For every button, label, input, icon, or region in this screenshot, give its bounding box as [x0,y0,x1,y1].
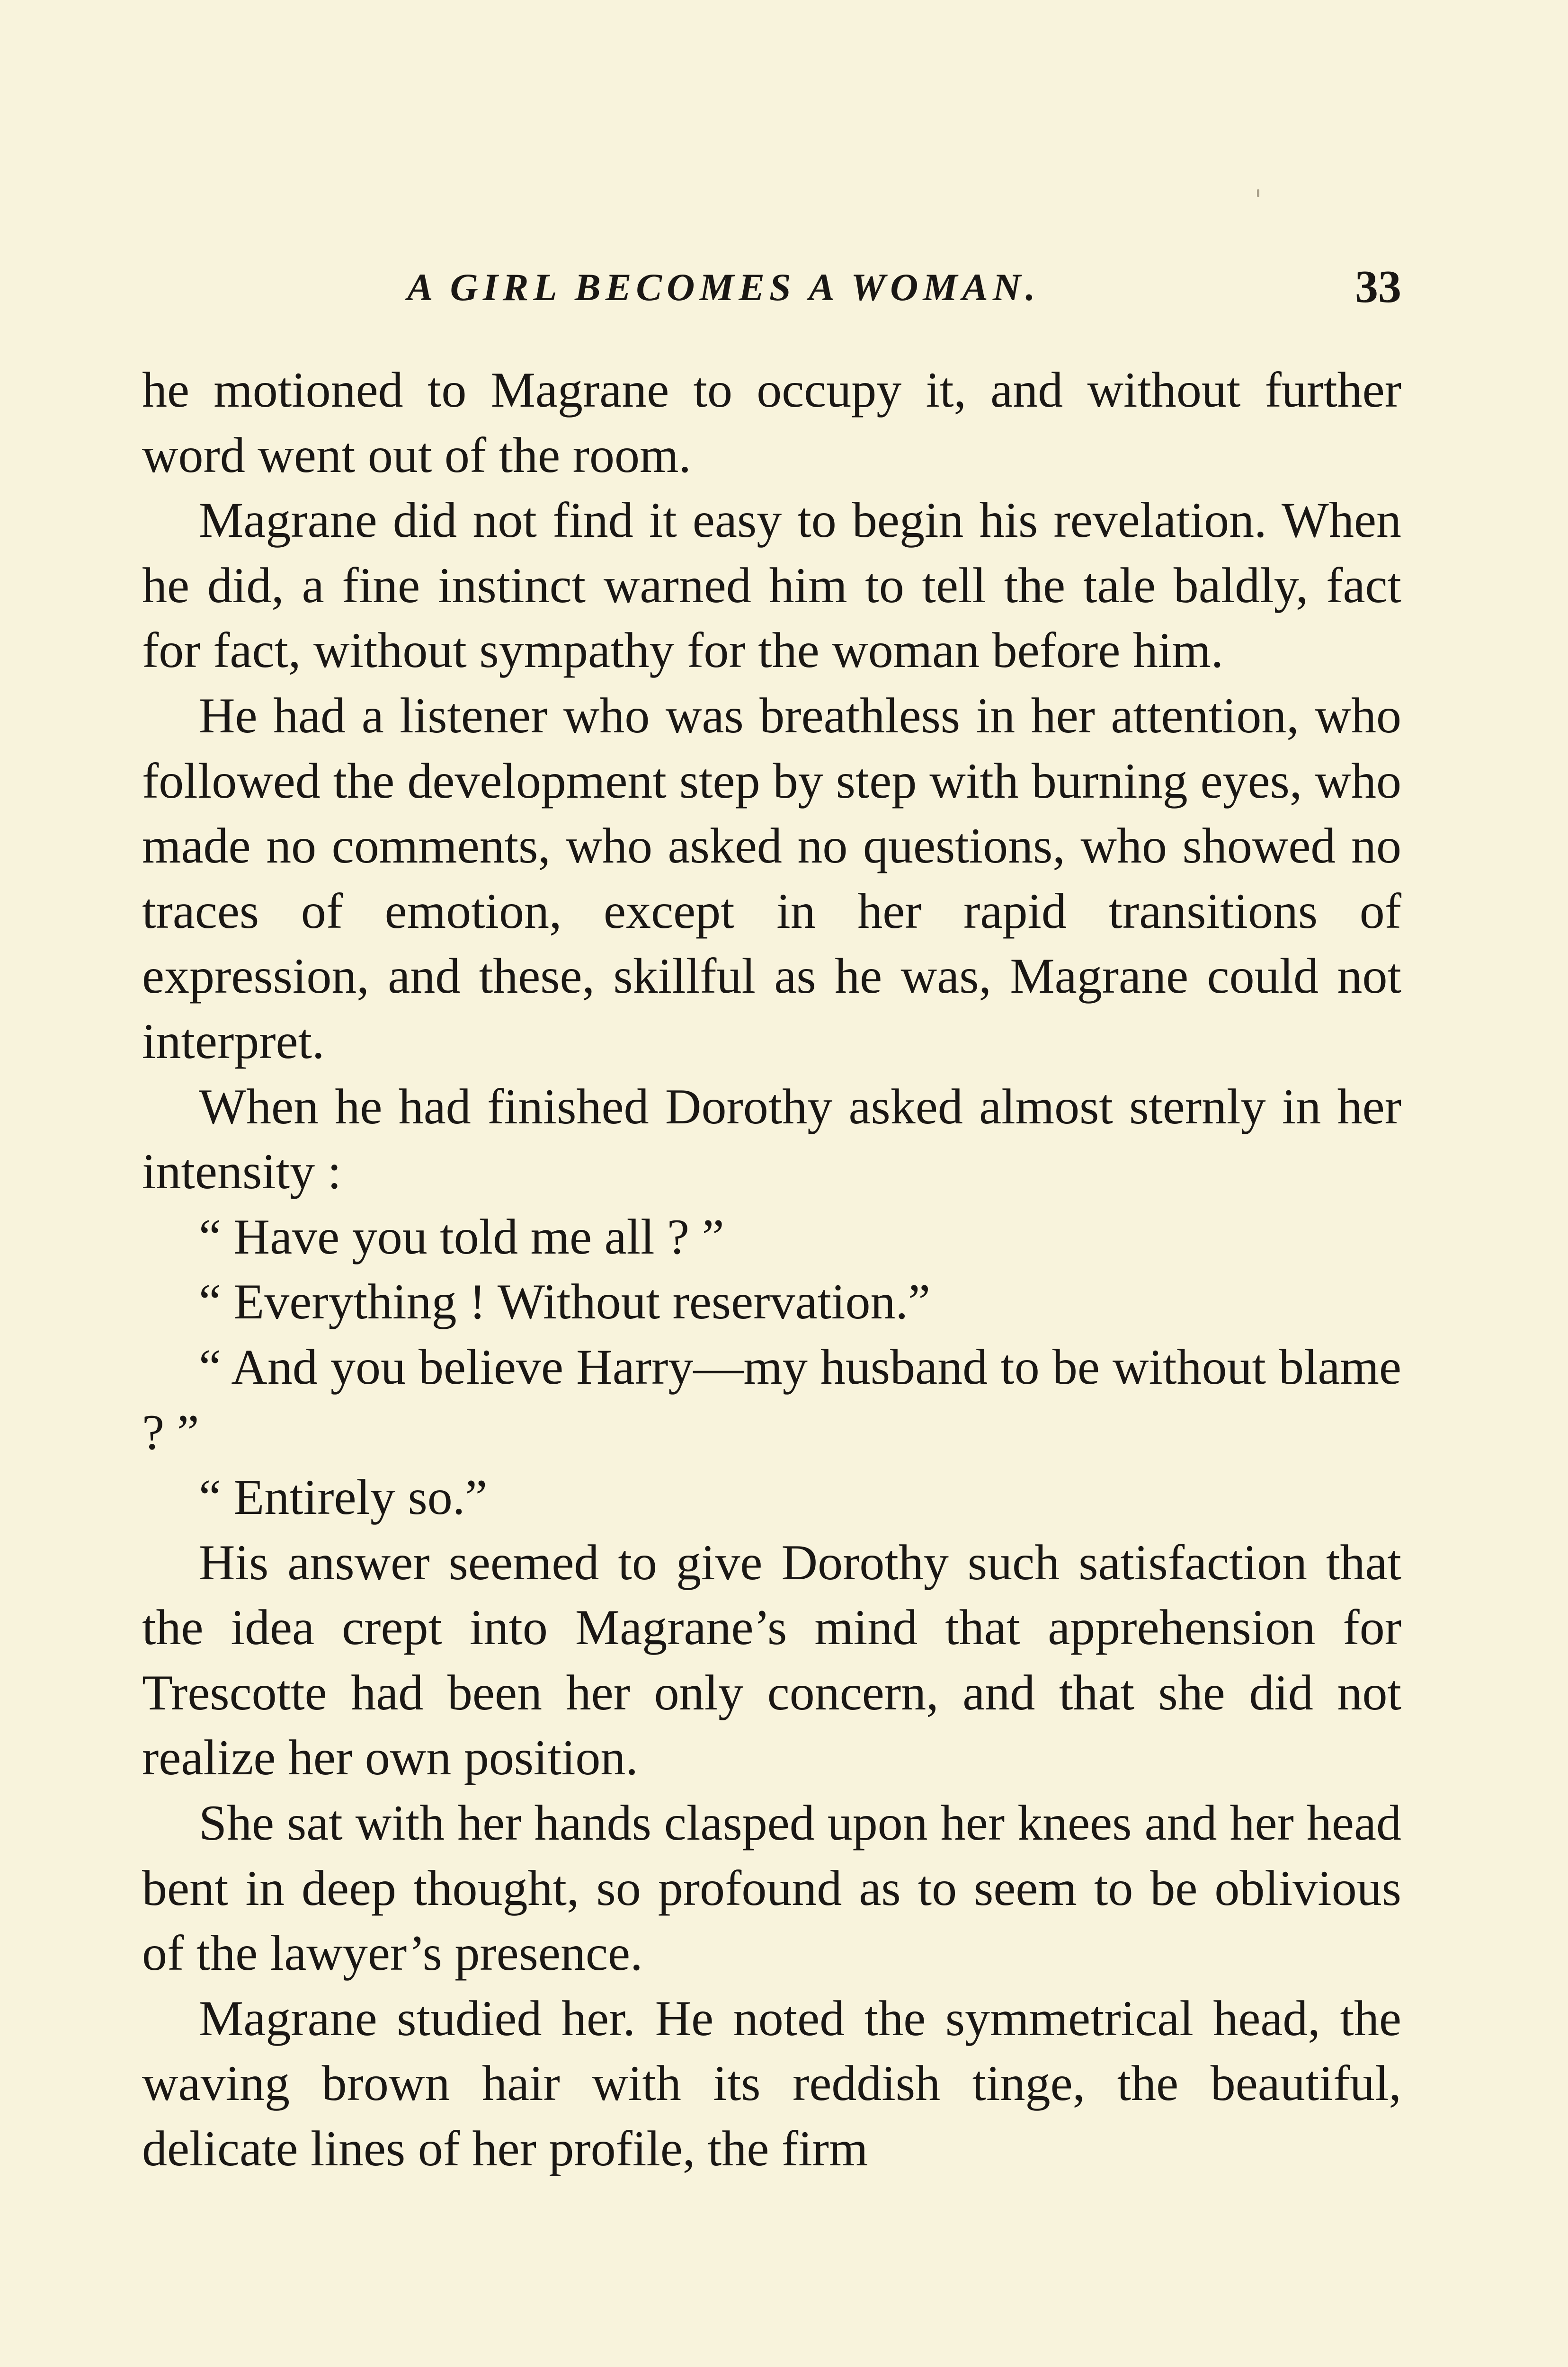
paragraph: His answer seemed to give Dorothy such satisfaction that the idea crept into Magrane’s mind that apprehension for Trescotte had been her only concern, and that she did not realize her own position. [142,1534,1401,1786]
dialogue-line: “ Have you told me all ? ” [199,1209,724,1264]
ink-speck [1257,189,1259,197]
paragraph: Magrane studied her. He noted the symmetrical head, the waving brown hair with its reddish tinge, the beautiful, delicate lines of her profile, the firm [142,1990,1401,2177]
paragraph: He had a listener who was breathless in her attention, who followed the development step by step with burning eyes, who made no comments, who asked no questions, who showed no traces of emotion, except in her rapid transitions of expression, and these, skillful as he was, Magrane could not interpret. [142,687,1401,1069]
dialogue-line: “ Everything ! Without reservation.” [199,1274,931,1330]
body-text [142,357,1401,2181]
paragraph: he motioned to Magrane to occupy it, and without further word went out of the room. [142,362,1401,483]
running-head [142,256,1401,322]
page-number: 33 [1355,261,1401,312]
running-title: A GIRL BECOMES A WOMAN. [407,266,1040,309]
dialogue-line: “ And you believe Harry—my husband to be without blame ? ” [142,1339,1401,1460]
paragraph: She sat with her hands clasped upon her knees and her head bent in deep thought, so profound as to seem to be oblivious of the lawyer’s presence. [142,1795,1401,1981]
paragraph: When he had finished Dorothy asked almost sternly in her intensity : [142,1078,1401,1200]
paragraph: Magrane did not find it easy to begin his revelation. When he did, a fine instinct warned him to tell the tale baldly, fact for fact, without sympathy for the woman before him. [142,492,1401,678]
dialogue-line: “ Entirely so.” [199,1469,488,1525]
